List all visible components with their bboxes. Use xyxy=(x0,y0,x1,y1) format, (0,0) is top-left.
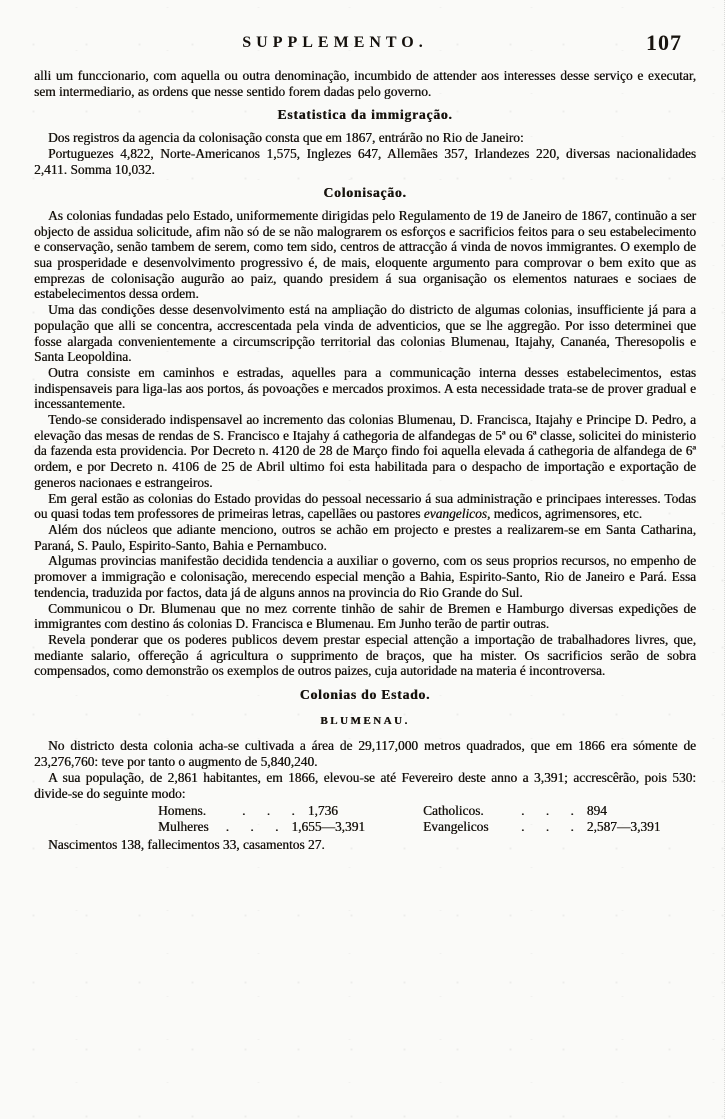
italic-word-evangelicos: evangelicos xyxy=(423,506,487,522)
stat-value: 1,655—3,391 xyxy=(291,819,365,835)
stat-value: 1,736 xyxy=(307,803,338,819)
dot-leader: . . . xyxy=(225,819,288,835)
sub-heading-blumenau: BLUMENAU. xyxy=(320,714,410,727)
colonisation-paragraph-1: As colonias fundadas pelo Estado, uniformemente dirigidas pelo Regulamento de 19 de Janeiro de 1867, continuão a ser objecto de assidua solicitude, afim não só de se não malograrem os esforços e sacrificios feitos para o seu estabelecimento e conservação, senão tambem de serem, como tem sido, centros de attracção á vinda de novos immigrantes. O exemplo de sua prosperidade e desenvolvimento progressivo é, de mais, eloquente argumento para comprovar o bem exito que as emprezas de colonisação augurão ao paiz, quando presidem á sua organisação os elementos naturaes e sociaes de estabelecimentos dessa ordem. xyxy=(34,207,696,302)
blumenau-paragraph-2: A sua população, de 2,861 habitantes, em 1866, elevou-se até Fevereiro deste anno a 3,391; accrescêrão, pois 530: divide-se do seguinte modo: xyxy=(34,769,696,801)
colonisation-paragraph-9: Revela ponderar que os poderes publicos devem prestar especial attenção a importação de trabalhadores livres, que, mediante salario, offereção á agricultura o supprimento de braços, que ha mister. Os sacrificios serão de sobra compensados, como demonstrão os exemplos de outros paizes, cuja autoridade na materia é incontroversa. xyxy=(34,631,696,679)
stats-column-religion xyxy=(365,803,696,835)
stats-column-sex xyxy=(34,803,365,835)
stat-value: 2,587—3,391 xyxy=(586,819,661,835)
colonisation-paragraph-5 xyxy=(34,491,696,522)
dot-leader: . . . xyxy=(521,803,583,819)
immigration-paragraph-1: Dos registros da agencia da colonisação consta que em 1867, entrárão no Rio de Janeiro: xyxy=(48,130,524,146)
dot-leader: . . . xyxy=(521,819,583,835)
intro-paragraph: alli um funccionario, com aquella ou outra denominação, incumbido de attender aos interesses desse serviço e executar, sem intermediario, as ordens que nesse sentido forem dadas pelo governo. xyxy=(34,68,696,99)
blumenau-vital-stats-line: Nascimentos 138, fallecimentos 33, casamentos 27. xyxy=(48,836,325,852)
blumenau-paragraph-1: No districto desta colonia acha-se cultivada a área de 29,117,000 metros quadrados, que em 1866 era sómente de 23,276,760: teve por tanto o augmento de 5,840,240. xyxy=(34,738,696,770)
document-title: SUPPLEMENTO. xyxy=(242,34,428,51)
colonisation-paragraph-8: Communicou o Dr. Blumenau que no mez corrente tinhão de sahir de Bremen e Hamburgo diversas expedições de immigrantes com destino ás colonias D. Francisca e Blumenau. Em Junho terão de partir outras. xyxy=(34,600,696,632)
immigration-paragraph-2: Portuguezes 4,822, Norte-Americanos 1,575, Inglezes 647, Allemães 357, Irlandezes 220, diversas nacionalidades 2,411. Somma 10,032. xyxy=(34,145,696,177)
dot-leader: . . . xyxy=(242,803,304,819)
colonisation-paragraph-6: Além dos núcleos que adiante menciono, outros se achão em projecto e prestes a realizarem-se em Santa Catharina, Paraná, S. Paulo, Espirito-Santo, Bahia e Pernambuco. xyxy=(34,521,696,553)
stat-label: Evangelicos xyxy=(423,819,489,835)
stat-row-evangelicos xyxy=(423,819,696,835)
paragraph-text: Em geral estão as colonias do Estado providas do pessoal necessario á sua administração e principaes interesses. Todas ou quasi todas tem professores de primeiras letras, capellães ou pastores xyxy=(34,490,696,522)
colonisation-paragraph-4: Tendo-se considerado indispensavel ao incremento das colonias Blumenau, D. Francisca, Itajahy e Principe D. Pedro, a elevação das mesas de rendas de S. Francisco e Itajahy á cathegoria de alfandegas de 5ª ou 6ª classe, solicitei do ministerio da fazenda esta providencia. Por Decreto n. 4120 de 28 de Março findo foi aquella elevada á cathegoria de alfandega de 6ª ordem, e por Decreto n. 4106 de 25 de Abril ultimo foi esta habilitada para o despacho de importação e exportação de generos nacionaes e estrangeiros. xyxy=(34,412,696,490)
stat-row-mulheres xyxy=(158,819,365,835)
section-heading-state-colonies: Colonias do Estado. xyxy=(299,687,431,703)
document-body xyxy=(34,68,696,852)
stat-value: 894 xyxy=(586,803,607,819)
section-heading-colonisation: Colonisação. xyxy=(323,185,407,201)
stat-label: Homens. xyxy=(158,803,206,819)
stat-label: Catholicos. xyxy=(423,803,484,819)
population-stats-table xyxy=(34,803,696,835)
stat-row-homens xyxy=(158,803,365,819)
stat-label: Mulheres xyxy=(158,819,209,835)
section-heading-immigration-statistics: Estatistica da immigração. xyxy=(277,107,453,123)
page-header xyxy=(34,30,696,68)
colonisation-paragraph-7: Algumas provincias manifestão decidida tendencia a auxiliar o governo, com os seus proprios recursos, no empenho de promover a immigração e colonisação, merecendo especial menção a Bahia, Espirito-Santo, Rio de Janeiro e Pará. Essa tendencia, traduzida por factos, data já de alguns annos na provincia do Rio Grande do Sul. xyxy=(34,553,696,600)
stat-row-catholicos xyxy=(423,803,696,819)
page-number: 107 xyxy=(646,30,682,55)
colonisation-paragraph-2: Uma das condições desse desenvolvimento está na ampliação do districto de algumas colonias, insufficiente já para a população que alli se concentra, accrescentada pela vinda de adventicios, que se lhe aggregão. Por isso determinei que fosse alargada convenientemente a circumscripção territorial das colonias Blumenau, Itajahy, Cananéa, Theresopolis e Santa Leopoldina. xyxy=(34,302,696,365)
colonisation-paragraph-3: Outra consiste em caminhos e estradas, aquelles para a communicação interna desses estabelecimentos, estas indispensaveis para liga-las aos portos, ás povoações e mercados proximos. A esta necessidade trata-se de prover gradual e incessantemente. xyxy=(34,364,696,412)
paragraph-text: , medicos, agrimensores, etc. xyxy=(486,506,642,522)
